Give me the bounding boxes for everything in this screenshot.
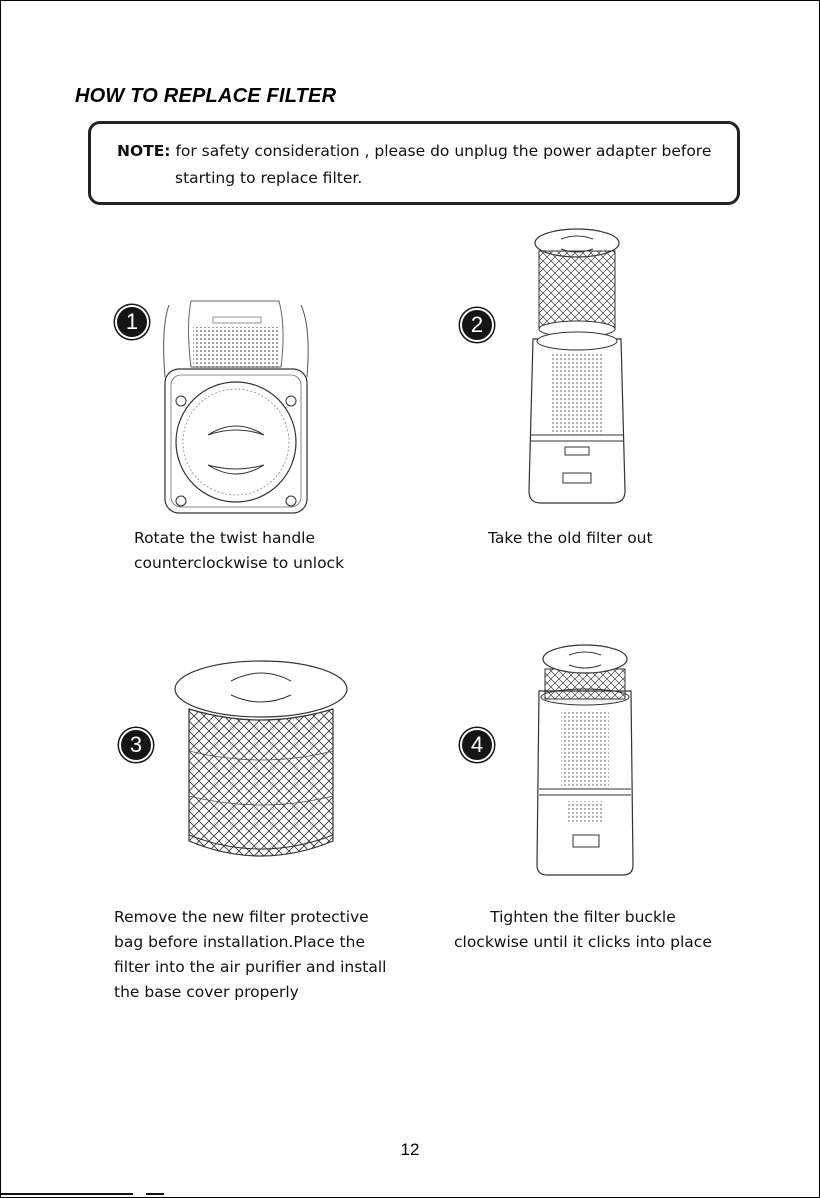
step-3-caption: Remove the new filter protective bag before installation.Place the filter into the air purifier and install the base cover properly <box>114 908 387 1001</box>
step-2-badge: 2 <box>460 308 494 342</box>
step-1-badge: 1 <box>115 305 149 339</box>
bottom-rule-right <box>146 1193 164 1195</box>
page-title: HOW TO REPLACE FILTER <box>75 85 337 107</box>
note-label: NOTE: <box>117 142 171 160</box>
step-4-caption: Tighten the filter buckle clockwise until it clicks into place <box>454 908 712 951</box>
step-2-illustration <box>519 221 635 511</box>
note-line-1: for safety consideration , please do unplug the power adapter before <box>170 142 712 160</box>
note-line-2: starting to replace filter. <box>175 169 363 187</box>
step-4-illustration <box>527 639 643 879</box>
safety-note-box <box>88 121 740 205</box>
bottom-rule-left <box>1 1193 133 1195</box>
step-2-caption: Take the old filter out <box>488 529 653 547</box>
step-1-caption: Rotate the twist handle counterclockwise to unlock <box>134 529 345 572</box>
step-3-badge: 3 <box>119 728 153 762</box>
step-4-badge: 4 <box>460 728 494 762</box>
safety-note-text <box>117 138 727 192</box>
step-3-illustration <box>169 651 355 873</box>
page-number: 12 <box>400 1140 420 1159</box>
step-1-illustration <box>151 297 321 519</box>
